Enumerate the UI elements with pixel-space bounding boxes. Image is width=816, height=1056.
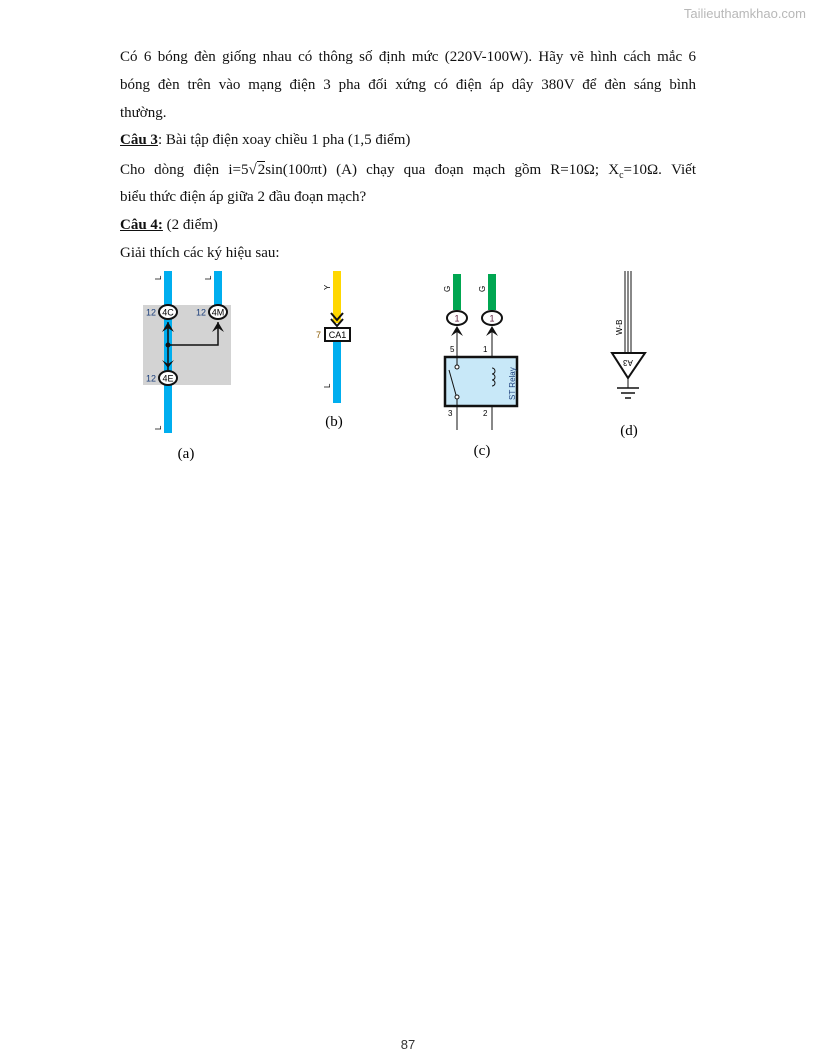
- connector-label: 4E: [162, 373, 174, 384]
- pin-label: 12: [146, 307, 157, 318]
- paragraph-line: Có 6 bóng đèn giống nhau có thông số định mức (220V-100W). Hãy vẽ hình cách mắc 6: [120, 49, 696, 65]
- pin-label: 5: [450, 345, 455, 354]
- wire-label: G: [478, 285, 487, 292]
- page-number: 87: [400, 1037, 416, 1052]
- figure-a: [143, 271, 231, 462]
- watermark: Tailieuthamkhao.com: [683, 6, 806, 21]
- question-4-line: Giải thích các ký hiệu sau:: [120, 245, 280, 261]
- pin-label: 3: [448, 409, 453, 418]
- wire-label: L: [204, 275, 213, 280]
- paragraph-line: bóng đèn trên vào mạng điện 3 pha đối xứng có điện áp dây 380V để đèn sáng bình: [120, 77, 696, 93]
- wire-label: L: [323, 383, 332, 388]
- wire-label: Y: [323, 284, 332, 290]
- figure-caption: (b): [325, 414, 343, 430]
- text: sin(100πt) (A) chạy qua đoạn mạch gồm R=10Ω; X: [265, 162, 620, 178]
- pin-label: 12: [196, 307, 207, 318]
- connector-label: 4M: [211, 307, 225, 318]
- pin-label: 2: [483, 409, 488, 418]
- wire: [214, 271, 222, 307]
- question-3-line: biểu thức điện áp giữa 2 đầu đoạn mạch?: [120, 189, 367, 205]
- wire-label: W-B: [615, 319, 624, 335]
- figure-caption: (d): [620, 423, 638, 439]
- figure-caption: (a): [177, 446, 195, 462]
- ground-label: A3: [623, 358, 633, 367]
- connector-label: CA1: [328, 330, 347, 340]
- figure-d: [612, 271, 645, 439]
- figure-b: [316, 271, 350, 430]
- subscript: c: [619, 170, 624, 181]
- pin-label: 7: [316, 330, 322, 340]
- connector-label: 1: [489, 313, 495, 324]
- connector-label: 4C: [162, 307, 174, 318]
- question-label: Câu 4:: [120, 217, 163, 233]
- relay-label: ST Relay: [508, 367, 517, 400]
- pin-label: 12: [146, 373, 157, 384]
- question-3-line: Cho dòng điện i=5√2sin(100πt) (A) chạy qua đoạn mạch gồm R=10Ω; $X_c=10\Omega$. Viết: [120, 162, 696, 181]
- wire-label: L: [154, 425, 163, 430]
- figure-caption: (c): [473, 443, 491, 459]
- pin-label: 1: [483, 345, 488, 354]
- wire: [453, 274, 461, 310]
- wire-label: L: [154, 275, 163, 280]
- text: =10Ω. Viết: [623, 162, 696, 178]
- question-title: : Bài tập điện xoay chiều 1 pha (1,5 điểm): [157, 132, 411, 148]
- junction-dot: [166, 343, 171, 348]
- wire-label: G: [443, 285, 452, 292]
- figure-c: [443, 274, 517, 459]
- sqrt-value: 2: [257, 162, 266, 178]
- wire: [333, 341, 341, 403]
- wire: [488, 274, 496, 310]
- question-label: Câu 3: [120, 132, 158, 148]
- question-title: (2 điểm): [162, 217, 218, 233]
- paragraph-line: thường.: [120, 105, 167, 121]
- connector-label: 1: [454, 313, 460, 324]
- text: Cho dòng điện i=5: [120, 162, 249, 178]
